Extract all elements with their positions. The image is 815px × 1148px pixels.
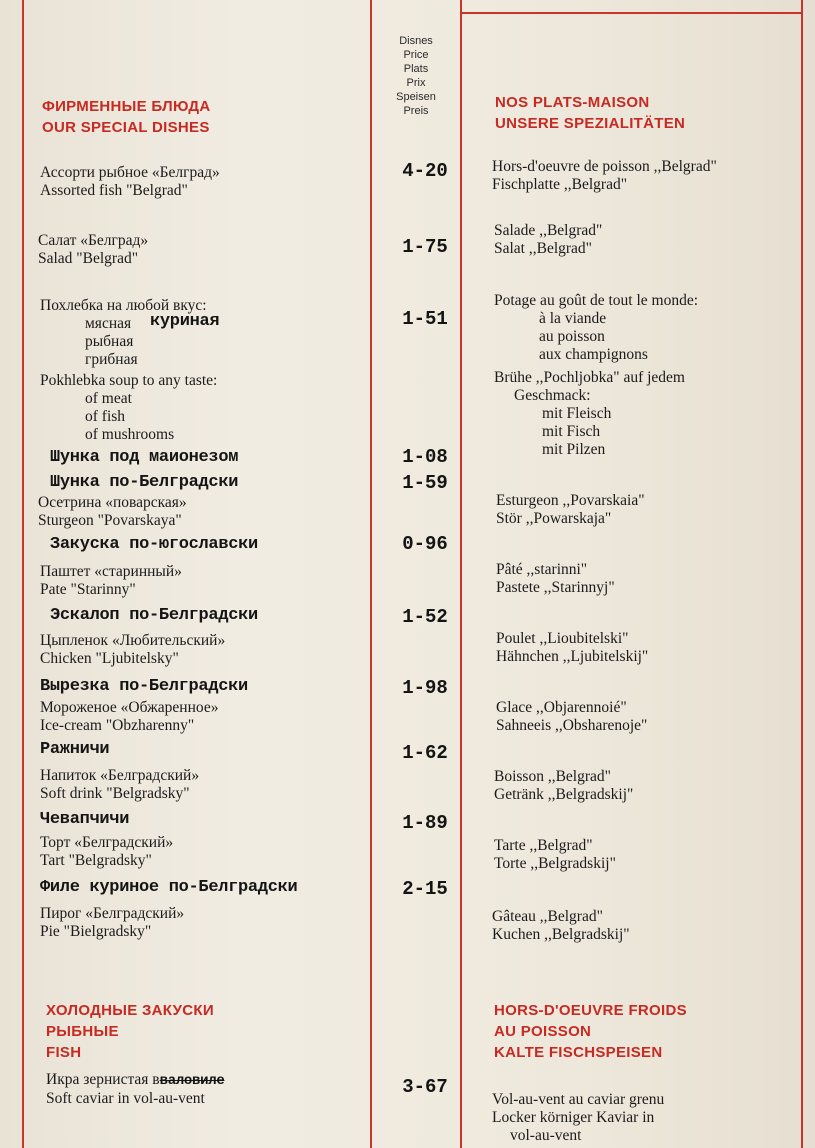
price-ham-belgrade: 1-59 xyxy=(402,472,448,494)
menu-item-assorted-fish-fr-de: Hors-d'oeuvre de poisson ,,Belgrad" Fischplatte ,,Belgrad" xyxy=(492,158,717,193)
price-tenderloin-belgrade: 1-98 xyxy=(402,677,448,699)
price-column-left-line xyxy=(370,0,372,1148)
menu-item-chicken: Цыпленок «Любительский» Chicken "Ljubitelsky" xyxy=(40,632,226,667)
struck-out-text: валовиле xyxy=(159,1073,225,1089)
section-title-special-dishes-left: ФИРМЕННЫЕ БЛЮДА OUR SPECIAL DISHES xyxy=(42,98,211,136)
typed-item-raznjici: Ражничи xyxy=(40,740,110,759)
menu-item-caviar-fr-de: Vol-au-vent au caviar grenu Locker körniger Kaviar in vol-au-vent xyxy=(492,1091,665,1144)
menu-item-soup-fr: Potage au goût de tout le monde: à la viande au poisson aux champignons xyxy=(494,292,699,363)
price-column-header: Disnes Price Plats Prix Speisen Preis xyxy=(396,35,436,117)
menu-item-pie: Пирог «Белградский» Pie "Bielgradsky" xyxy=(40,905,185,940)
menu-item-soup-ru: Похлебка на любой вкус: мясная рыбная грибная xyxy=(40,297,207,368)
price-cevapcici: 1-89 xyxy=(402,812,448,834)
menu-item-soup-en: Pokhlebka soup to any taste: of meat of fish of mushrooms xyxy=(40,372,218,443)
menu-item-pate: Паштет «старинный» Pate "Starinny" xyxy=(40,563,182,598)
typed-item-yugoslav-appetizer: Закуска по-югославски xyxy=(50,535,258,554)
price-ham-mayonnaise: 1-08 xyxy=(402,446,448,468)
price-assorted-fish: 4-20 xyxy=(402,160,448,182)
menu-item-soft-drink: Напиток «Белградский» Soft drink "Belgradsky" xyxy=(40,767,200,802)
menu-item-ice-cream-fr-de: Glace ,,Objarennoié" Sahneeis ,,Obsharenoje" xyxy=(496,699,648,734)
menu-item-sturgeon-fr-de: Esturgeon ,,Povarskaia" Stör ,,Powarskaja" xyxy=(496,492,645,527)
typed-item-chicken-fillet-belgrade: Филе куриное по-Белградски xyxy=(40,878,298,897)
menu-item-soft-drink-fr-de: Boisson ,,Belgrad" Getränk ,,Belgradskij" xyxy=(494,768,634,803)
section-title-cold-fish-right: HORS-D'OEUVRE FROIDS AU POISSON KALTE FISCHSPEISEN xyxy=(494,1002,687,1061)
typed-item-cevapcici: Чевапчичи xyxy=(40,810,130,829)
section-title-special-dishes-right: NOS PLATS-MAISON UNSERE SPEZIALITÄTEN xyxy=(495,94,686,132)
typed-addition-chicken: куриная xyxy=(150,312,220,331)
menu-item-chicken-fr-de: Poulet ,,Lioubitelski" Hähnchen ,,Ljubitelskij" xyxy=(496,630,649,665)
menu-item-pie-fr-de: Gâteau ,,Belgrad" Kuchen ,,Belgradskij" xyxy=(492,908,630,943)
price-raznjici: 1-62 xyxy=(402,742,448,764)
menu-item-ice-cream: Мороженое «Обжаренное» Ice-cream "Obzharenny" xyxy=(40,699,219,734)
price-salad: 1-75 xyxy=(402,236,448,258)
left-border-line xyxy=(22,0,24,1148)
menu-item-soup-de: Brühe ,,Pochljobka" auf jedem Geschmack: mit Fleisch mit Fisch mit Pilzen xyxy=(494,369,685,458)
right-border-line xyxy=(801,0,803,1148)
price-soup: 1-51 xyxy=(402,308,448,330)
price-escalope-belgrade: 1-52 xyxy=(402,606,448,628)
typed-item-ham-mayonnaise: Шунка под маионезом xyxy=(50,448,239,467)
menu-item-tart-fr-de: Tarte ,,Belgrad" Torte ,,Belgradskij" xyxy=(494,837,616,872)
menu-item-sturgeon: Осетрина «поварская» Sturgeon "Povarskaya" xyxy=(38,494,187,529)
menu-item-tart: Торт «Белградский» Tart "Belgradsky" xyxy=(40,834,174,869)
price-caviar: 3-67 xyxy=(402,1076,448,1098)
typed-item-ham-belgrade: Шунка по-Белградски xyxy=(50,473,239,492)
menu-item-caviar: Икра зернистая вваловиле Soft caviar in vol-au-vent xyxy=(46,1071,225,1107)
menu-item-pate-fr-de: Pâté ,,starinni" Pastete ,,Starinnyj" xyxy=(496,561,615,596)
typed-item-tenderloin-belgrade: Вырезка по-Белградски xyxy=(40,677,248,696)
menu-item-assorted-fish: Ассорти рыбное «Белград» Assorted fish "Belgrad" xyxy=(40,164,220,199)
menu-item-salad: Салат «Белград» Salad "Belgrad" xyxy=(38,232,149,267)
typed-item-escalope-belgrade: Эскалоп по-Белградски xyxy=(50,606,258,625)
price-yugoslav-appetizer: 0-96 xyxy=(402,533,448,555)
menu-item-salad-fr-de: Salade ,,Belgrad" Salat ,,Belgrad" xyxy=(494,222,603,257)
top-border-line xyxy=(460,12,803,14)
price-chicken-fillet-belgrade: 2-15 xyxy=(402,878,448,900)
section-title-cold-fish-left: ХОЛОДНЫЕ ЗАКУСКИ РЫБНЫЕ FISH xyxy=(46,1002,214,1061)
